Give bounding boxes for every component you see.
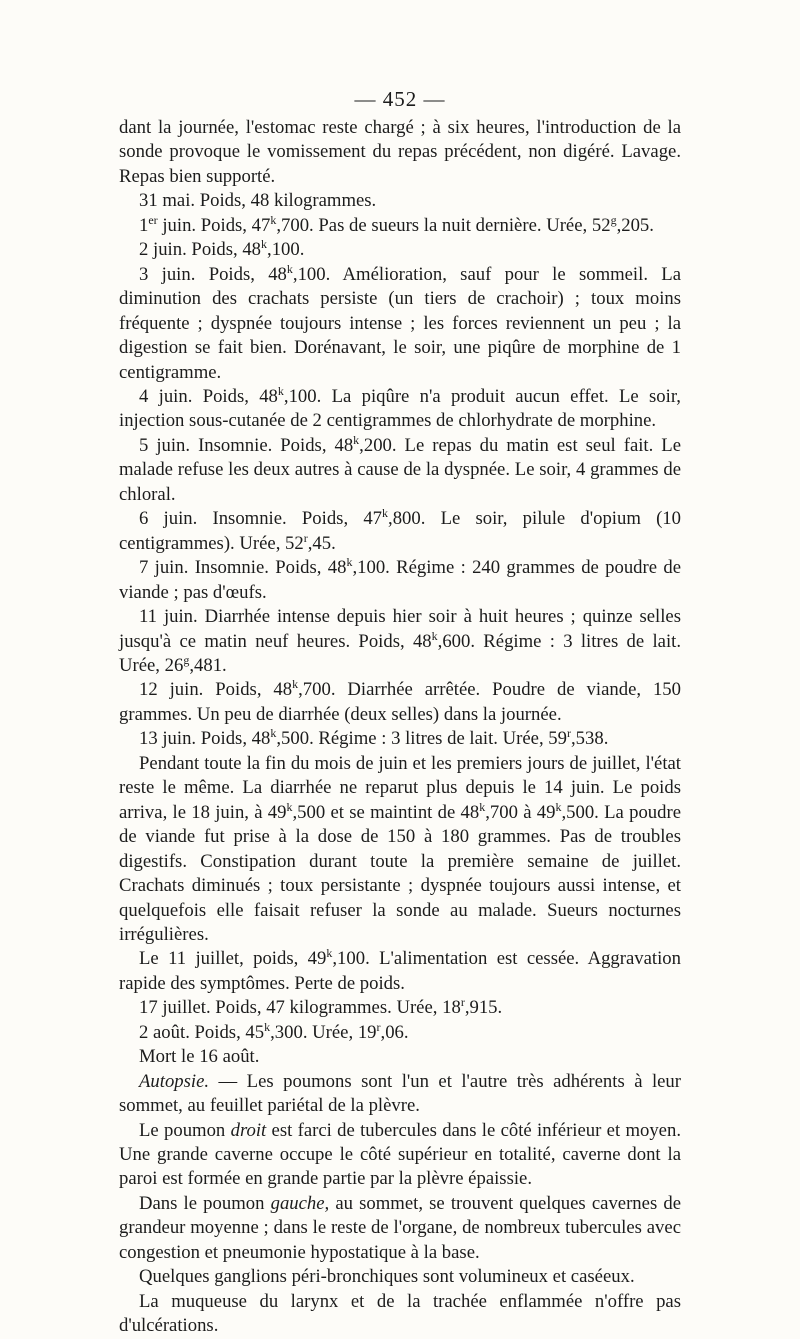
superscript-unit: r — [376, 1019, 381, 1034]
superscript-unit: g — [183, 652, 190, 667]
superscript-unit: k — [286, 799, 293, 814]
text-run: Quelques ganglions péri-bronchiques sont volumineux et caséeux. — [139, 1266, 635, 1288]
paragraph — [119, 752, 681, 948]
text-run: Dans le poumon — [139, 1192, 271, 1214]
superscript-unit: k — [326, 946, 333, 961]
superscript-unit: k — [555, 799, 562, 814]
text-run: ,100. L'alimentation est cessée. Aggravation rapide des symptômes. Perte de poids. — [119, 948, 681, 994]
text-run: Pendant toute la fin du mois de juin et les premiers jours de juillet, l'état reste le même. La diarrhée ne reparut plus depuis le 14 juin. Le poids arriva, le 18 juin, à 49 — [119, 752, 681, 823]
text-run: ,700. Diarrhée arrêtée. Poudre de viande, 150 grammes. Un peu de diarrhée (deux selles) dans la journée. — [119, 679, 681, 725]
paragraph — [119, 1290, 681, 1339]
text-run: ,700. Pas de sueurs la nuit dernière. Urée, 52 — [276, 214, 611, 236]
text-run: 17 juillet. Poids, 47 kilogrammes. Urée, 18 — [139, 997, 461, 1019]
paragraph — [119, 385, 681, 434]
paragraph — [119, 1265, 681, 1289]
superscript-unit: k — [270, 726, 277, 741]
text-run: Le 11 juillet, poids, 49 — [139, 948, 327, 970]
text-run: ,538. — [570, 728, 609, 750]
superscript-unit: k — [292, 677, 299, 692]
text-run: 6 juin. Insomnie. Poids, 47 — [139, 508, 383, 530]
text-run: 12 juin. Poids, 48 — [139, 679, 293, 701]
paragraph — [119, 996, 681, 1020]
paragraph — [119, 507, 681, 556]
text-run: ,500 et se maintint de 48 — [292, 801, 480, 823]
italic-text: droit — [230, 1119, 267, 1141]
text-run: ,481. — [189, 654, 227, 676]
paragraph — [119, 189, 681, 213]
text-run: La muqueuse du larynx et de la trachée enflammée n'offre pas d'ulcérations. — [119, 1290, 681, 1337]
superscript-unit: k — [286, 261, 293, 276]
text-run: 2 août. Poids, 45 — [139, 1021, 265, 1043]
text-run: ,100. La piqûre n'a produit aucun effet. Le soir, injection sous-cutanée de 2 centigrammes de chlorhydrate de morphine. — [119, 385, 681, 432]
text-run: ,45. — [307, 532, 336, 554]
paragraph — [119, 1021, 681, 1045]
superscript-unit: r — [566, 726, 571, 741]
superscript-unit: k — [479, 799, 486, 814]
text-run: 11 juin. Diarrhée intense depuis hier soir à huit heures ; quinze selles jusqu'à ce matin neuf heures. Poids, 48 — [119, 606, 681, 652]
superscript-unit: r — [303, 530, 308, 545]
paragraph — [119, 727, 681, 751]
paragraph — [119, 947, 681, 996]
text-run: 31 mai. Poids, 48 kilogrammes. — [139, 190, 377, 212]
text-run: ,500. Régime : 3 litres de lait. Urée, 59 — [276, 728, 567, 750]
superscript-unit: k — [353, 432, 360, 447]
paragraph — [119, 605, 681, 678]
superscript-unit: r — [460, 995, 465, 1010]
page-number: — 452 — — [354, 87, 446, 111]
paragraph — [119, 1045, 681, 1069]
italic-text: Autopsie. — [139, 1070, 210, 1092]
text-run: est farci de tubercules dans le côté inférieur et moyen. Une grande caverne occupe le côté supérieur en totalité, caverne dont la paroi est formée en grande partie par la plèvre épaissie. — [119, 1119, 681, 1190]
text-run: 5 juin. Insomnie. Poids, 48 — [139, 434, 354, 456]
text-run: ,205. — [616, 214, 654, 236]
text-run: 3 juin. Poids, 48 — [139, 263, 287, 285]
text-run: ,800. Le soir, pilule d'opium (10 centigrammes). Urée, 52 — [119, 508, 681, 554]
superscript-unit: er — [148, 212, 158, 227]
superscript-unit: k — [277, 383, 284, 398]
superscript-unit: k — [261, 237, 268, 252]
text-run: ,100. — [267, 239, 305, 261]
paragraph — [119, 263, 681, 385]
paragraph — [119, 434, 681, 507]
superscript-unit: k — [270, 212, 277, 227]
paragraph — [119, 678, 681, 727]
superscript-unit: k — [346, 554, 353, 569]
text-run: 2 juin. Poids, 48 — [139, 239, 262, 261]
text-run: 4 juin. Poids, 48 — [139, 385, 278, 407]
text-run: ,600. Régime : 3 litres de lait. Urée, 26 — [119, 630, 681, 676]
text-run: Mort le 16 août. — [139, 1046, 260, 1068]
superscript-unit: k — [382, 506, 389, 521]
body-text — [119, 116, 681, 1339]
paragraph — [119, 214, 681, 238]
superscript-unit: k — [431, 628, 438, 643]
paragraph — [119, 556, 681, 605]
text-run: ,300. Urée, 19 — [270, 1021, 377, 1043]
text-run: Le poumon — [139, 1119, 231, 1141]
text-run: ,915. — [464, 997, 503, 1019]
text-run: juin. Poids, 47 — [157, 214, 271, 236]
text-run: ,100. Amélioration, sauf pour le sommeil. La diminution des crachats persiste (un tiers de crachoir) ; toux moins fréquente ; dyspnée toujours intense ; les forces reviennent un peu ; la digestion se fait bien. Dorénavant, le soir, une piqûre de morphine de 1 centigramme. — [119, 263, 681, 383]
italic-text: gauche, — [270, 1192, 330, 1214]
paragraph — [119, 116, 681, 189]
text-run: ,200. Le repas du matin est seul fait. Le malade refuse les deux autres à cause de la dyspnée. Le soir, 4 grammes de chloral. — [119, 434, 681, 505]
document-page — [119, 84, 681, 1339]
text-run: — Les poumons sont l'un et l'autre très adhérents à leur sommet, au feuillet pariétal de la plèvre. — [119, 1070, 681, 1117]
text-run: ,700 à 49 — [485, 801, 556, 823]
text-run: ,100. Régime : 240 grammes de poudre de viande ; pas d'œufs. — [119, 557, 681, 603]
superscript-unit: k — [264, 1019, 271, 1034]
superscript-unit: g — [610, 212, 617, 227]
text-run: au sommet, se trouvent quelques cavernes de grandeur moyenne ; dans le reste de l'organe, de nombreux tubercules avec congestion et pneumonie hypostatique à la base. — [119, 1192, 681, 1263]
text-run: ,06. — [380, 1021, 409, 1043]
text-run: 7 juin. Insomnie. Poids, 48 — [139, 557, 347, 579]
text-run: 1 — [139, 214, 149, 236]
text-run: 13 juin. Poids, 48 — [139, 728, 271, 750]
paragraph — [119, 238, 681, 262]
paragraph — [119, 1119, 681, 1192]
paragraph — [119, 1070, 681, 1119]
paragraph — [119, 1192, 681, 1265]
text-run: dant la journée, l'estomac reste chargé ; à six heures, l'introduction de la sonde provoque le vomissement du repas précédent, non digéré. Lavage. Repas bien supporté. — [119, 117, 681, 187]
text-run: ,500. La poudre de viande fut prise à la dose de 150 à 180 grammes. Pas de troubles digestifs. Constipation durant toute la première semaine de juillet. Crachats diminués ; toux persistante ; dyspnée toujours aussi intense, et quelquefois elle faisait refuser la sonde au malade. Sueurs nocturnes irrégulières. — [119, 801, 681, 945]
